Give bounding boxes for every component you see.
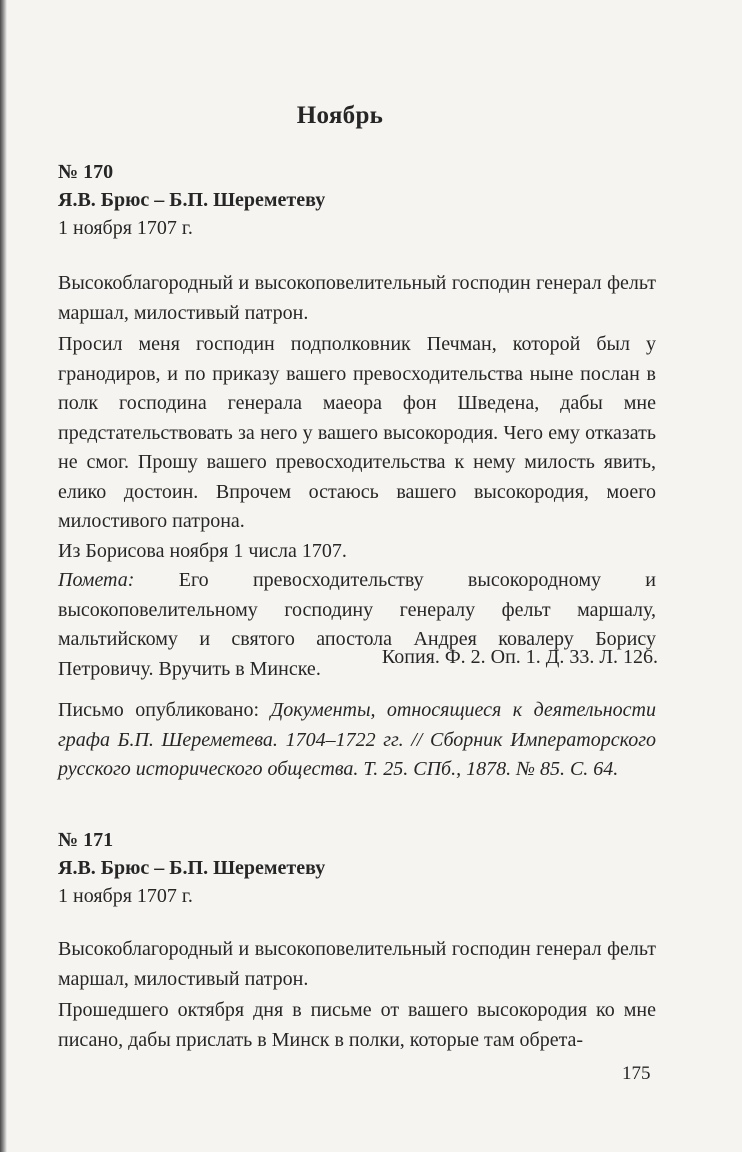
- doc-170-number: № 170: [58, 161, 114, 183]
- doc-170-publication: [58, 696, 656, 785]
- doc-171-date: 1 ноября 1707 г.: [58, 885, 193, 907]
- doc-170-body: [58, 269, 656, 684]
- doc-171-correspondents: Я.В. Брюс – Б.П. Шереметеву: [58, 857, 326, 879]
- note-label: Помета:: [58, 569, 135, 591]
- note-text: Его превосходительству высокородному и высокоповелительному господину генералу фельт маршалу, мальтийскому и святого апостола Андрея ковалеру Борису Петровичу. Вручить в Минске.: [58, 569, 656, 680]
- doc-171-paragraph: Прошедшего октября дня в письме от вашего высокородия ко мне писано, дабы прислать в Минск в полки, которые там обрета-: [58, 999, 656, 1051]
- doc-170-correspondents: Я.В. Брюс – Б.П. Шереметеву: [58, 189, 326, 211]
- doc-171-number: № 171: [58, 829, 114, 851]
- doc-171-header: [58, 827, 658, 910]
- publication-citation: Документы, относящиеся к деятельности графа Б.П. Шереметева. 1704–1722 гг. // Сборник Императорского русского исторического общества. Т. 25. СПб., 1878. № 85. С. 64.: [58, 699, 656, 780]
- publication-label: Письмо опубликовано:: [58, 699, 271, 721]
- doc-171-body: [58, 935, 656, 1055]
- binding-edge: [0, 0, 7, 1152]
- doc-170-archive-ref: Копия. Ф. 2. Оп. 1. Д. 33. Л. 126.: [381, 646, 658, 668]
- doc-170-paragraph: Просил меня господин подполковник Печман, которой был у гранодиров, и по приказу вашего превосходительства ныне послан в полк господина генерала маеора фон Шведена, дабы мне предстательствовать за него у вашего высокородия. Чего ему отказать не смог. Прошу вашего превосходительства к нему милость явить, елико достоин. Впрочем остаюсь вашего высокородия, моего милостивого патрона.: [58, 333, 656, 532]
- page-number: 175: [622, 1063, 651, 1084]
- doc-170-place-date: Из Борисова ноября 1 числа 1707.: [58, 539, 347, 562]
- doc-170-salutation: Высокоблагородный и высокоповелительный господин генерал фельт маршал, милостивый патрон.: [58, 272, 656, 324]
- section-title: Ноябрь: [296, 102, 384, 129]
- doc-170-date: 1 ноября 1707 г.: [58, 217, 193, 239]
- doc-171-salutation: Высокоблагородный и высокоповелительный господин генерал фельт маршал, милостивый патрон.: [58, 938, 656, 990]
- doc-170-header: [58, 159, 658, 242]
